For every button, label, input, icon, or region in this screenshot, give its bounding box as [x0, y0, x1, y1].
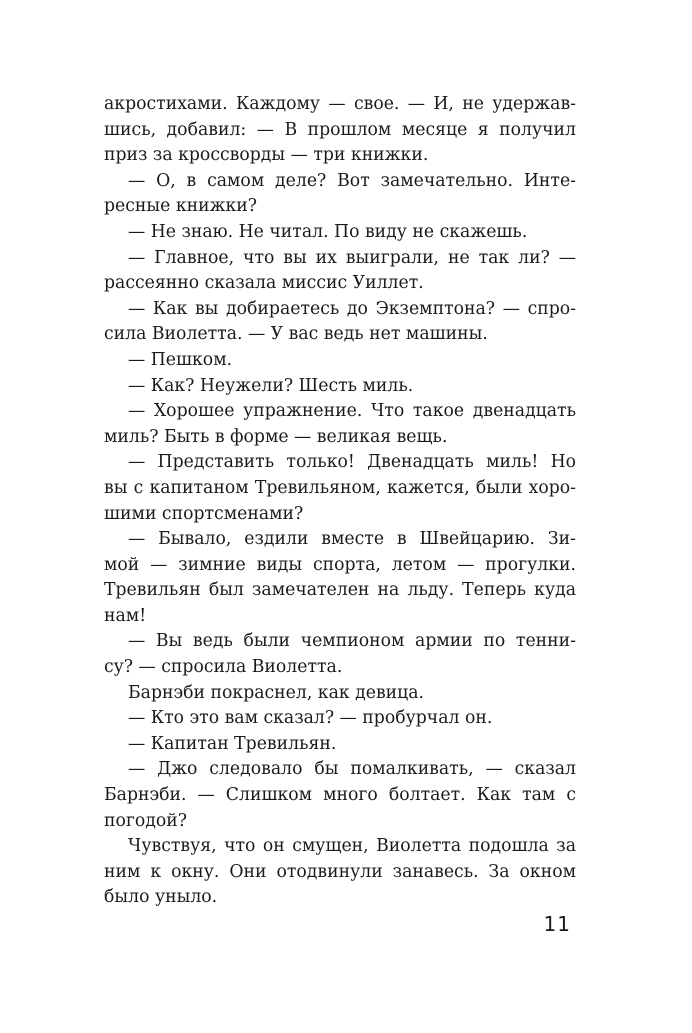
text-line: — Бывало, ездили вместе в Швейцарию. Зи- [128, 529, 576, 550]
text-line: — Кто это вам сказал? — пробурчал он. [128, 708, 493, 729]
text-line: су? — спросила Виолетта. [104, 657, 343, 678]
text-line: Тревильян был замечателен на льду. Теперь куда [104, 580, 576, 601]
text-line: сила Виолетта. — У вас ведь нет машины. [104, 324, 488, 345]
text-line: — Не знаю. Не читал. По виду не скажешь. [128, 221, 528, 242]
text-line: шими спортсменами? [104, 503, 304, 524]
body-text [104, 92, 576, 911]
text-line: приз за кроссворды — три книжки. [104, 145, 429, 166]
text-line: — Джо следовало бы помалкивать, — сказал [128, 759, 576, 780]
text-line: — Пешком. [128, 349, 233, 370]
text-line: вы с капитаном Тревильяном, кажется, были хоро- [104, 477, 576, 498]
text-line: — О, в самом деле? Вот замечательно. Инте- [128, 170, 576, 191]
text-line: ресные книжки? [104, 196, 258, 217]
text-line: ним к окну. Они отодвинули занавесь. За окном [104, 861, 576, 882]
text-line: было уныло. [104, 887, 218, 908]
text-line: рассеянно сказала миссис Уиллет. [104, 273, 424, 294]
text-line: Барнэби. — Слишком много болтает. Как там с [104, 785, 576, 806]
text-line: миль? Быть в форме — великая вещь. [104, 426, 448, 447]
text-line: Чувствуя, что он смущен, Виолетта подошла за [128, 836, 576, 857]
text-line: погодой? [104, 810, 188, 831]
text-line: шись, добавил: — В прошлом месяце я получил [104, 119, 576, 140]
text-line: мой — зимние виды спорта, летом — прогулки. [104, 554, 576, 575]
text-line: — Главное, что вы их выиграли, не так ли? — [128, 247, 576, 268]
text-line: — Представить только! Двенадцать миль! Но [128, 452, 576, 473]
text-line: — Как вы добираетесь до Экземптона? — спро- [128, 298, 576, 319]
text-line: — Хорошее упражнение. Что такое двенадцать [128, 401, 576, 422]
text-line: — Вы ведь были чемпионом армии по тенни- [128, 631, 576, 652]
text-line: акростихами. Каждому — свое. — И, не удержав- [104, 94, 576, 114]
text-line: — Капитан Тревильян. [128, 733, 337, 754]
text-line: — Как? Неужели? Шесть миль. [128, 375, 414, 396]
text-line: Барнэби покраснел, как девица. [128, 682, 425, 703]
page-number: 11 [543, 912, 571, 936]
text-line: нам! [104, 605, 147, 626]
